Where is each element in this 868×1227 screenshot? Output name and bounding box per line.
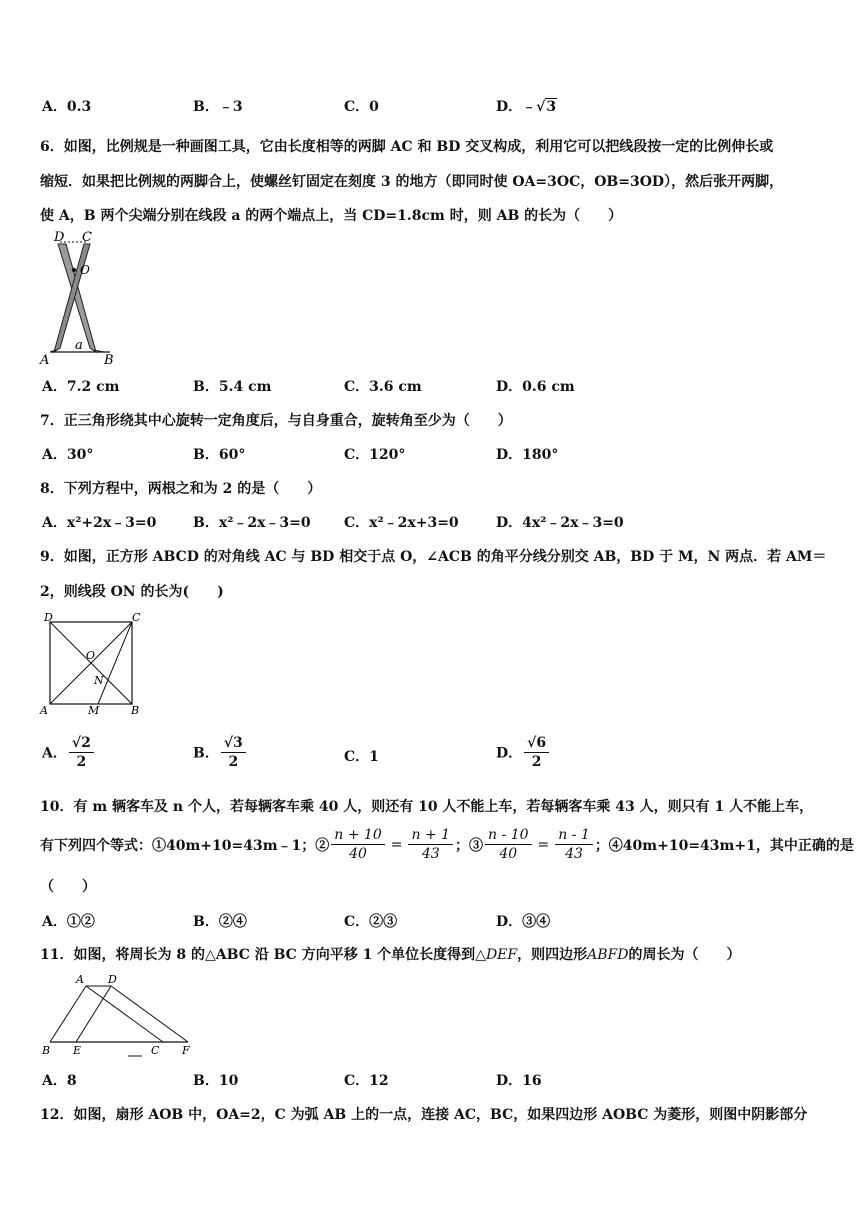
q7-option-b: B．60° [193, 447, 246, 463]
q11-option-a: A．8 [42, 1073, 77, 1089]
q9-text-line2: 2，则线段 ON 的长为( ) [40, 584, 224, 600]
q9-option-c: C．1 [344, 749, 379, 765]
q10-option-b: B．②④ [193, 914, 247, 930]
q6-option-d: D．0.6 cm [496, 379, 575, 395]
q6-text-line3: 使 A，B 两个尖端分别在线段 a 的两个端点上，当 CD=1.8cm 时，则 AB 的长为（ ） [40, 208, 623, 224]
q5-option-c: C．0 [344, 99, 379, 115]
q6-option-c: C．3.6 cm [344, 379, 422, 395]
q10-text-line3: （ ） [40, 879, 96, 895]
q11-label-c: C [151, 1044, 160, 1057]
q7-option-d: D．180° [496, 447, 559, 463]
q11-option-d: D．16 [496, 1073, 542, 1089]
q10-text-line2: 有下列四个等式：①40m+10=43m﹣1；② $\frac{n + 10}{40}$ = $\frac{n + 1}{43}$ ；③ $\frac{n - 10}{40}$ = $\frac{n - 1}{43}$ ；④40m+10=43m+1，其中正确的是 [40, 827, 854, 862]
q11-option-b: B．10 [193, 1073, 239, 1089]
q7-option-a: A．30° [42, 447, 94, 463]
q10-option-d: D．③④ [496, 914, 551, 930]
q5-option-b: B．﹣3 [193, 99, 243, 115]
q10-option-c: C．②③ [344, 914, 398, 930]
q6-label-c: C [82, 230, 92, 245]
q10-text-line1: 10．有 m 辆客车及 n 个人，若每辆客车乘 40 人，则还有 10 人不能上车，若每辆客车乘 43 人，则只有 1 人不能上车， [40, 799, 814, 815]
square-abcd-figure [38, 610, 148, 718]
translated-triangle-figure [38, 970, 198, 1060]
q8-text-line1: 8．下列方程中，两根之和为 2 的是（ ） [40, 481, 322, 497]
q11-text-line1: 11．如图，将周长为 8 的△ABC 沿 BC 方向平移 1 个单位长度得到△DEF，则四边形ABFD的周长为（ ） [40, 947, 741, 963]
q9-text-line1: 9．如图，正方形 ABCD 的对角线 AC 与 BD 相交于点 O，∠ACB 的角平分线分别交 AB，BD 于 M，N 两点．若 AM＝ [40, 549, 827, 565]
q9-label-b: B [131, 704, 140, 717]
sqrt-symbol: √ 3 [536, 99, 557, 115]
q9-label-m: M [88, 704, 100, 717]
proportional-compass-figure [38, 230, 128, 365]
q9-label-o: O [86, 649, 96, 662]
q9-option-b: B． $\frac{√3}{2}$ [193, 734, 248, 771]
q7-text-line1: 7．正三角形绕其中心旋转一定角度后，与自身重合，旋转角至少为（ ） [40, 413, 512, 429]
q11-label-d: D [108, 973, 117, 986]
q6-label-a-segment: a [75, 338, 83, 353]
q9-label-a: A [40, 704, 48, 717]
q11-label-f: F [182, 1044, 190, 1057]
q6-label-o: O [80, 263, 90, 277]
q11-label-a: A [76, 973, 84, 986]
q6-label-a: A [40, 353, 50, 365]
q12-text-line1: 12．如图，扇形 AOB 中，OA=2，C 为弧 AB 上的一点，连接 AC，BC，如果四边形 AOBC 为菱形，则图中阴影部分 [40, 1107, 808, 1123]
q6-text-line2: 缩短．如果把比例规的两脚合上，使螺丝钉固定在刻度 3 的地方（即同时使 OA=3OC，OB=3OD），然后张开两脚， [40, 174, 784, 190]
q11-label-b: B [42, 1044, 51, 1057]
q7-option-c: C．120° [344, 447, 406, 463]
q8-option-b: B．x²﹣2x﹣3=0 [193, 515, 311, 531]
q9-label-c: C [132, 611, 141, 624]
q6-option-b: B．5.4 cm [193, 379, 272, 395]
q6-text-line1: 6．如图，比例规是一种画图工具，它由长度相等的两脚 AC 和 BD 交叉构成，利用它可以把线段按一定的比例伸长或 [40, 139, 774, 155]
q10-option-a: A．①② [42, 914, 95, 930]
q9-label-d: D [44, 611, 53, 624]
q5-option-a: A．0.3 [42, 99, 92, 115]
q11-label-e: E [73, 1044, 82, 1057]
q8-option-c: C．x²﹣2x+3=0 [344, 515, 459, 531]
q8-option-a: A．x²+2x﹣3=0 [42, 515, 157, 531]
q9-option-a: A． $\frac{√2}{2}$ [42, 734, 96, 771]
q9-option-d: D． $\frac{√6}{2}$ [496, 734, 551, 771]
q6-label-d: D [54, 230, 65, 245]
q11-option-c: C．12 [344, 1073, 389, 1089]
q5-option-d: D．﹣√ 3 [496, 99, 557, 115]
q9-label-n: N [94, 674, 104, 687]
q6-label-b: B [104, 353, 114, 365]
q8-option-d: D．4x²﹣2x﹣3=0 [496, 515, 624, 531]
q6-option-a: A．7.2 cm [42, 379, 120, 395]
